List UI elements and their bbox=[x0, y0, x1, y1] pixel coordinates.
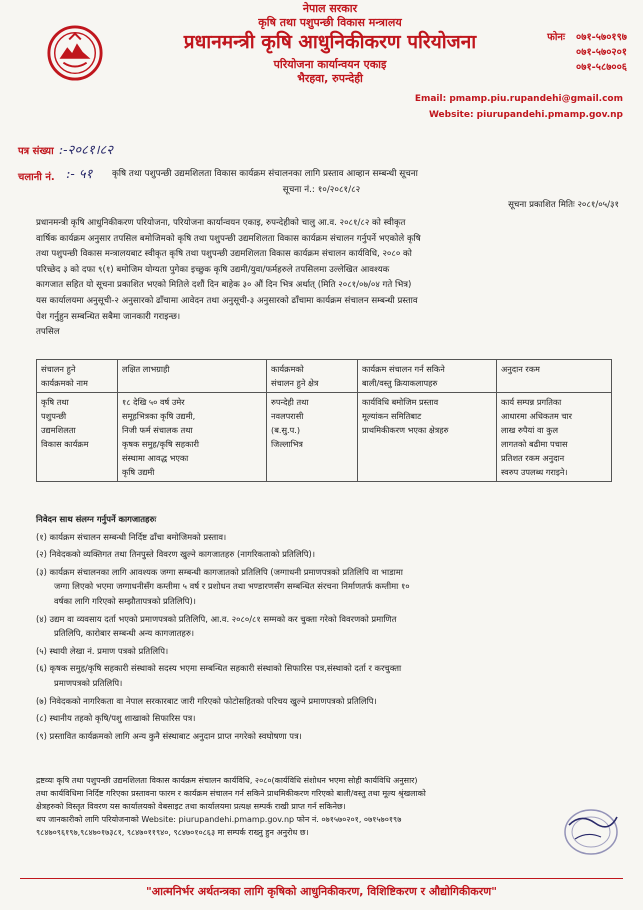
cell-line: कार्य सम्पन्न प्रगतिका bbox=[501, 397, 562, 407]
phone-3: ०७१-५८७००६ bbox=[576, 62, 627, 73]
list-line: (७) निवेदकको नागरिकता वा नेपाल सरकारबाट जारी गरिएको फोटोसहितको परिचय खुल्ने प्रमाणपत्रको प्रतिलिपि। bbox=[36, 695, 377, 706]
letterhead bbox=[120, 2, 540, 86]
footnote-line: क्षेत्रहरुको विस्तृत विवरण यस कार्यालयको वेबसाइट तथा कार्यालयमा प्रत्यक्ष सम्पर्क राखी प्राप्त गर्न सकिनेछ। bbox=[36, 802, 346, 811]
footnote-line: ९८४७०९६१९७,९८४७०१७३८१, ९८४७०११९४०, ९८४७०१०८६३ मा सम्पर्क राख्नु हुन अनुरोध छ। bbox=[36, 828, 309, 837]
published-date: सूचना प्रकाशित मितिः २०८१/०५/३१ bbox=[508, 200, 619, 210]
list-item bbox=[36, 644, 616, 659]
table-cell bbox=[37, 393, 118, 482]
chalani-label-wrap bbox=[18, 165, 58, 184]
cell-line: रुपन्देही तथा bbox=[271, 397, 309, 407]
phone-block bbox=[547, 30, 627, 75]
cell-line: पशुपन्छी bbox=[41, 411, 67, 421]
header-line: कार्यक्रम संचालन गर्न सकिने bbox=[362, 364, 445, 374]
website-text: Website: piurupandehi.pmamp.gov.np bbox=[428, 110, 623, 120]
list-line: प्रमाणपत्रको प्रतिलिपि। bbox=[54, 677, 123, 688]
table-header-cell bbox=[118, 360, 267, 393]
cell-line: प्रतिशत रकम अनुदान bbox=[501, 453, 565, 463]
cell-line: जिल्लाभित्र bbox=[271, 439, 303, 449]
list-line: प्रतिलिपि, कारोबार सम्बन्धी अन्य कागजातहरु। bbox=[54, 628, 194, 639]
header-line: संचालन हुने क्षेत्र bbox=[271, 378, 319, 388]
email-text: Email: pmamp.piu.rupandehi@gmail.com bbox=[414, 94, 623, 104]
paragraph-line: कागजात सहित यो सूचना प्रकाशित भएको मितिले दशौं दिन बाहेक ३० औं दिन भित्र अर्थात् (मिति २०८१/०७/०४ गते भित्र) bbox=[36, 280, 412, 291]
table-cell bbox=[497, 393, 612, 482]
cell-line: कृषि तथा bbox=[41, 397, 69, 407]
chalani-value-wrap bbox=[66, 163, 92, 182]
paragraph-line: वार्षिक कार्यक्रम अनुसार तपसिल बमोजिमको कृषि तथा पशुपन्छी उद्यमशिलता विकास कार्यक्रम संचालन गर्नुपर्ने भएकोले कृषि bbox=[36, 233, 421, 244]
cell-line: नवलपरासी bbox=[271, 411, 304, 421]
list-line: (८) स्थानीय तहको कृषि/पशु शाखाको सिफारिस पत्र। bbox=[36, 713, 196, 724]
footnote bbox=[36, 774, 616, 839]
contact-block bbox=[415, 91, 623, 123]
header-line: बाली/वस्तु क्रियाकलापहरु bbox=[362, 378, 438, 388]
list-line: (३) कार्यक्रम संचालनका लागि आवश्यक जग्गा सम्बन्धी कागजातको प्रतिलिपि (जग्गाधनी प्रमाणपत्रको प्रतिलिपि वा भाडामा bbox=[36, 566, 403, 577]
paragraph-line: पेश गर्नुहुन सम्बन्धित सबैमा जानकारी गराइन्छ। bbox=[36, 311, 181, 322]
header-line: अनुदान रकम bbox=[501, 364, 540, 374]
cell-line: निजी फर्म संचालक तथा bbox=[122, 425, 193, 435]
paragraph-line: परिच्छेद ३ को दफा ९(१) बमोजिम योग्यता पुगेका इच्छुक कृषि उद्यमी/युवा/फर्महरुले तपसिलमा उल्लेखित आवश्यक bbox=[36, 264, 390, 275]
list-line: (६) कृषक समुह/कृषि सहकारी संस्थाको सदस्य भएमा सम्बन्धित सहकारी संस्थाको सिफारिस पत्र,संस्थाको दर्ता र करचुक्ता bbox=[36, 663, 402, 674]
table-header-cell bbox=[37, 360, 118, 393]
government-name: नेपाल सरकार bbox=[302, 2, 358, 15]
list-item bbox=[36, 694, 616, 709]
footnote-line: द्रष्टव्यः कृषि तथा पशुपन्छी उद्यमशिलता विकास कार्यक्रम संचालन कार्यविधि, २०८०(कार्यविधि संशोधन भएमा सोही कार्यविधि अनुसार) bbox=[36, 776, 418, 785]
program-table bbox=[36, 359, 612, 482]
paragraph-line: यस कार्यालयमा अनुसूची-२ अनुसारको ढाँचामा आवेदन तथा अनुसूची-३ अनुसारको ढाँचामा कार्यक्रम संचालन सम्बन्धी प्रस्ताव bbox=[36, 295, 418, 306]
patra-value: :-२०८१।८२ bbox=[58, 143, 114, 158]
notice-number: सूचना नं.: १०/२०८१/८२ bbox=[282, 185, 361, 195]
list-item bbox=[36, 565, 616, 609]
documents-title: निवेदन साथ संलग्न गर्नुपर्ने कागजातहरुः bbox=[36, 514, 157, 524]
footnote-line: तथा कार्यविधिमा निर्दिष्ट गरिएका प्रस्तावना फारम र कार्यक्रम संचालन गर्न सकिने प्राथमिकीकरण गरिएको बाली/वस्तु तथा मूल्य श्रृंखलाको bbox=[36, 789, 426, 798]
list-line: (५) स्थायी लेखा नं. प्रमाण पत्रको प्रतिलिपि। bbox=[36, 645, 169, 656]
list-item bbox=[36, 612, 616, 641]
table-header-cell bbox=[358, 360, 497, 393]
slogan-text: "आत्मनिर्भर अर्थतन्त्रका लागि कृषिको आधुनिकीकरण, विशिष्टिकरण र औद्योगिकीकरण" bbox=[146, 885, 497, 898]
table-header-row bbox=[37, 360, 612, 393]
chalani-value: :- ५१ bbox=[66, 167, 93, 182]
header-line: लक्षित लाभग्राही bbox=[122, 364, 170, 374]
cell-line: कृषि उद्यमी bbox=[122, 467, 155, 477]
table-row bbox=[37, 393, 612, 482]
list-item bbox=[36, 711, 616, 726]
cell-line: संस्थामा आवद्ध भएका bbox=[122, 453, 189, 463]
cell-line: १८ देखि ५० वर्ष उमेर bbox=[122, 397, 185, 407]
cell-line: लागतको बढीमा पचास bbox=[501, 439, 568, 449]
notice-title: कृषि तथा पशुपन्छी उद्यमशिलता विकास कार्यक्रम संचालनका लागि प्रस्ताव आव्हान सम्बन्धी सूचना bbox=[112, 169, 418, 179]
list-line: वर्षका लागि गरिएको सम्झौतापत्रको प्रतिलिपि)। bbox=[54, 595, 196, 606]
nepal-emblem-logo bbox=[46, 24, 104, 82]
slogan-divider bbox=[20, 878, 623, 879]
paragraph-line: प्रधानमन्त्री कृषि आधुनिकीकरण परियोजना, परियोजना कार्यान्वयन एकाइ, रुपन्देहीको चालु आ.व. २०८१/८२ को स्वीकृत bbox=[36, 218, 406, 228]
project-name: प्रधानमन्त्री कृषि आधुनिकीकरण परियोजना bbox=[183, 30, 477, 53]
header-line: कार्यक्रमको नाम bbox=[41, 378, 88, 388]
cell-line: कार्यविधि बमोजिम प्रस्ताव bbox=[362, 397, 439, 407]
unit-name: परियोजना कार्यान्वयन एकाइ bbox=[273, 58, 387, 72]
table-header-cell bbox=[267, 360, 358, 393]
phone-1: ०७१-५७०१९७ bbox=[576, 32, 627, 43]
cell-line: विकास कार्यक्रम bbox=[41, 439, 89, 449]
chalani-label: चलानी नं. bbox=[18, 172, 55, 183]
cell-line: समूहभित्रका कृषि उद्यमी, bbox=[122, 411, 196, 421]
list-line: (९) प्रस्तावित कार्यक्रमको लागि अन्य कुनै संस्थाबाट अनुदान प्राप्त नगरेको स्वघोषणा पत्र। bbox=[36, 730, 302, 741]
cell-line: उद्यमशिलता bbox=[41, 425, 76, 435]
list-line: जग्गा लिएको भएमा जग्गाधनीसँग कम्तीमा ५ वर्ष र प्रशोधन तथा भण्डारणसँग सम्बन्धित संरचना निर्माणतर्फ कम्तीमा १० bbox=[54, 581, 410, 592]
footnote-line: थप जानकारीको लागि परियोजनाको Website: piurupandehi.pmamp.gov.np फोन नं. ०७१५७०२०१, ०७१५७०१९७ bbox=[36, 815, 402, 824]
cell-line: कृषक समुह/कृषि सहकारी bbox=[122, 439, 199, 449]
header-line: संचालन हुने bbox=[41, 364, 76, 374]
list-item bbox=[36, 530, 616, 545]
cell-line: प्राथमिकीकरण भएका क्षेत्रहरु bbox=[362, 425, 449, 435]
ministry-name: कृषि तथा पशुपन्छी विकास मन्त्रालय bbox=[258, 15, 402, 29]
list-item bbox=[36, 729, 616, 744]
office-seal-stamp bbox=[561, 805, 621, 859]
cell-line: (ब.सु.प.) bbox=[271, 425, 301, 435]
list-line: (२) निवेदकको व्यक्तिगत तथा तिनपुस्ते विवरण खुल्ने कागजातहरु (नागरिकताको प्रतिलिपि)। bbox=[36, 549, 315, 560]
office-place: भैरहवा, रुपन्देही bbox=[297, 72, 363, 85]
phone-label: फोनः bbox=[547, 32, 565, 43]
cell-line: आधारमा अधिकतम चार bbox=[501, 411, 573, 421]
list-item bbox=[36, 661, 616, 690]
patra-label: पत्र संख्या bbox=[18, 146, 54, 157]
tapasil-label: तपसिल bbox=[36, 327, 60, 338]
table-cell bbox=[358, 393, 497, 482]
list-line: (४) उद्यम वा व्यवसाय दर्ता भएको प्रमाणपत्रको प्रतिलिपि, आ.व. २०८०/८१ सम्मको कर चुक्ता गरेको विवरणको प्रमाणित bbox=[36, 613, 397, 624]
list-line: (१) कार्यक्रम संचालन सम्बन्धी निर्दिष्ट ढाँचा बमोजिमको प्रस्ताव। bbox=[36, 531, 227, 542]
table-cell bbox=[118, 393, 267, 482]
table-cell bbox=[267, 393, 358, 482]
notice-paragraph bbox=[36, 216, 616, 341]
cell-line: मूल्यांकन समितिबाट bbox=[362, 411, 422, 421]
paragraph-line: तथा पशुपन्छी विकास मन्त्रालयबाट स्वीकृत कृषि तथा पशुपन्छी उद्यमशिलता विकास कार्यक्रम संचालन कार्यविधि, २०८० को bbox=[36, 249, 412, 260]
header-line: कार्यक्रमको bbox=[271, 364, 304, 374]
list-item bbox=[36, 547, 616, 562]
table-header-cell bbox=[497, 360, 612, 393]
cell-line: स्वरुप उपलब्ध गराइने। bbox=[501, 467, 568, 477]
required-documents bbox=[36, 512, 616, 745]
cell-line: लाख रुपैयां वा कुल bbox=[501, 425, 559, 435]
phone-2: ०७१-५७०२०१ bbox=[576, 47, 627, 58]
